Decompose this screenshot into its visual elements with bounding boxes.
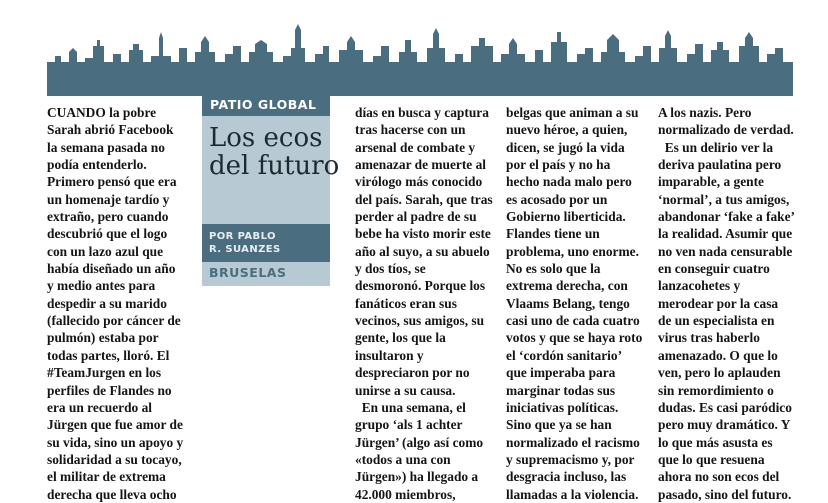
section-title-box (202, 94, 340, 286)
text-line: y medio antes para (47, 278, 156, 294)
text-line: pero muy dramático. Y (658, 417, 791, 433)
text-line: pulmón) estaba por (47, 330, 159, 346)
text-line: año al suyo, a su abuelo (355, 243, 490, 259)
text-line: era un recuerdo al (47, 399, 152, 415)
text-line: lanzacohetes y (658, 278, 741, 294)
article-column-3 (506, 104, 651, 503)
text-line: abandonar ‘fake a fake’ (658, 209, 796, 225)
text-line: marginar todas sus (506, 382, 616, 398)
text-line: En una semana, el (355, 399, 466, 415)
text-line: iniciativas políticas. (506, 399, 619, 415)
text-line: que imperaba para (506, 365, 616, 381)
city-skyline-illustration (47, 18, 793, 96)
text-line: descubrió que el logo (47, 226, 168, 242)
text-line: ven, pero lo aplauden (658, 365, 781, 381)
text-line: Jürgen que fue amor de (47, 417, 183, 433)
text-line: Sino que ya se han (506, 417, 612, 433)
article-column-1: CUANDO la pobre Sarah abrió Facebook la semana pasada no podía entenderlo. Primero pensó que era un homenaje tardío y extraño, pero cuando descubrió que el logo con un lazo azul que había diseñado un año y medio antes para despedir a su marido (fallecido por cáncer de pulmón) estaba por todas partes, lloró. El #TeamJurgen en los perfiles de Flandes no era un recuerdo al Jürgen que fue amor de su vida, sino un apoyo y solidaridad a su tocayo, el militar de extrema derecha que lleva ocho (47, 104, 197, 503)
text-line: problema, uno enorme. (506, 243, 639, 259)
text-line: amenazar de muerte al (355, 157, 487, 173)
text-line: había diseñado un año (47, 261, 176, 277)
text-line: 42.000 miembros, (355, 486, 456, 502)
text-line: arsenal de combate y (355, 139, 476, 155)
text-line: llamadas a la violencia. (506, 486, 639, 502)
text-line: deriva paulatina pero (658, 157, 782, 173)
text-line: fanáticos eran sus (355, 295, 457, 311)
text-line: con un lazo azul que (47, 243, 164, 259)
headline-line: del futuro (209, 151, 340, 181)
text-line: es acosado por un (506, 191, 608, 207)
text-line: grupo ‘als 1 achter (355, 417, 463, 433)
text-line: despedir a su marido (47, 295, 167, 311)
text-line: Vlaams Belang, tengo (506, 295, 630, 311)
text-line: (fallecido por cáncer de (47, 313, 181, 329)
byline-line: R. SUANZES (209, 244, 281, 255)
text-line: no ven nada censurable (658, 243, 793, 259)
text-line: hecho nada malo pero (506, 174, 632, 190)
section-label: PATIO GLOBAL (202, 94, 330, 116)
text-line: la semana pasada no (47, 139, 165, 155)
text-line: bebe ha visto morir este (355, 226, 491, 242)
text-line: virus tras haberlo (658, 330, 760, 346)
text-line: virólogo más conocido (355, 174, 483, 190)
text-line: sin remordimiento o (658, 382, 774, 398)
text-line: que lo que resuena (658, 451, 765, 467)
text-line: y dos tíos, se (355, 261, 426, 277)
headline-line: Los ecos (209, 123, 323, 153)
text-line: el ‘cordón sanitario’ (506, 347, 623, 363)
text-line: tras hacerse con un (355, 122, 466, 138)
author-byline (202, 224, 330, 262)
text-line: en conseguir cuatro (658, 261, 770, 277)
text-line: días en busca y captura (355, 105, 489, 120)
text-line: votos y que se haya roto (506, 330, 643, 346)
text-line: el militar de extrema (47, 469, 166, 485)
text-line: normalizado de verdad. (658, 122, 794, 138)
text-line: ahora no son ecos del (658, 469, 780, 485)
text-line: No es solo que la (506, 261, 601, 277)
text-line: vecinos, sus amigos, su (355, 313, 485, 329)
text-line: Jürgen’ (algo así como (355, 434, 484, 450)
text-line: Flandes tiene un (506, 226, 600, 242)
text-line: de un especialista en (658, 313, 775, 329)
text-line: perder al padre de su (355, 209, 477, 225)
text-line: perfiles de Flandes no (47, 382, 172, 398)
text-line: desgracia incluso, las (506, 469, 627, 485)
text-line: A los nazis. Pero (658, 105, 752, 120)
text-line: dudas. Es casi paródico (658, 399, 792, 415)
byline-line: POR PABLO (209, 231, 276, 242)
text-line: extraño, pero cuando (47, 209, 169, 225)
text-line: casi uno de cada cuatro (506, 313, 640, 329)
text-line: la realidad. Asumir que (658, 226, 793, 242)
text-line: desmoronó. Porque los (355, 278, 486, 294)
text-line: normalizado el racismo (506, 434, 640, 450)
text-line: imparable, a gente (658, 174, 764, 190)
text-line: Es un delirio ver la (658, 139, 774, 155)
article-headline (209, 123, 340, 181)
text-line: nuevo héroe, a quien, (506, 122, 628, 138)
text-line: Jürgen») ha llegado a (355, 469, 479, 485)
text-line: gente, los que la (355, 330, 446, 346)
text-line: podía entenderlo. (47, 157, 147, 173)
text-line: ‘normal’, a tus amigos, (658, 191, 790, 207)
text-line: un homenaje tardío y (47, 191, 170, 207)
text-line: solidaridad a su tocayo, (47, 451, 182, 467)
text-line: por el país y no ha (506, 157, 611, 173)
text-line: amenazado. O que lo (658, 347, 778, 363)
article-column-4 (658, 104, 803, 503)
text-line: su vida, sino un apoyo y (47, 434, 184, 450)
text-line: y supremacismo y, por (506, 451, 635, 467)
text-line: del país. Sarah, que tras (355, 191, 493, 207)
text-line: insultaron y (355, 347, 424, 363)
text-line: todas partes, lloró. El (47, 347, 170, 363)
article-column-2 (355, 104, 500, 503)
text-line: dicen, se jugó la vida (506, 139, 625, 155)
lead-word: CUANDO (47, 105, 106, 120)
text-line: Primero pensó que era (47, 174, 177, 190)
text-line: despreciaron por no (355, 365, 470, 381)
text-line: unirse a su causa. (355, 382, 456, 398)
text-line: extrema derecha, con (506, 278, 628, 294)
text-line: pasado, sino del futuro. (658, 486, 792, 502)
text-line: Gobierno liberticida. (506, 209, 626, 225)
text-line: Sarah abrió Facebook (47, 122, 174, 138)
dateline-city: BRUSELAS (209, 265, 287, 280)
text-line: #TeamJurgen en los (47, 365, 162, 381)
text-line: belgas que animan a su (506, 105, 639, 120)
text-line: derecha que lleva ocho (47, 486, 177, 502)
text-line: merodear por la casa (658, 295, 779, 311)
text-line: «todos a una con (355, 451, 451, 467)
text-line: lo que más asusta es (658, 434, 773, 450)
